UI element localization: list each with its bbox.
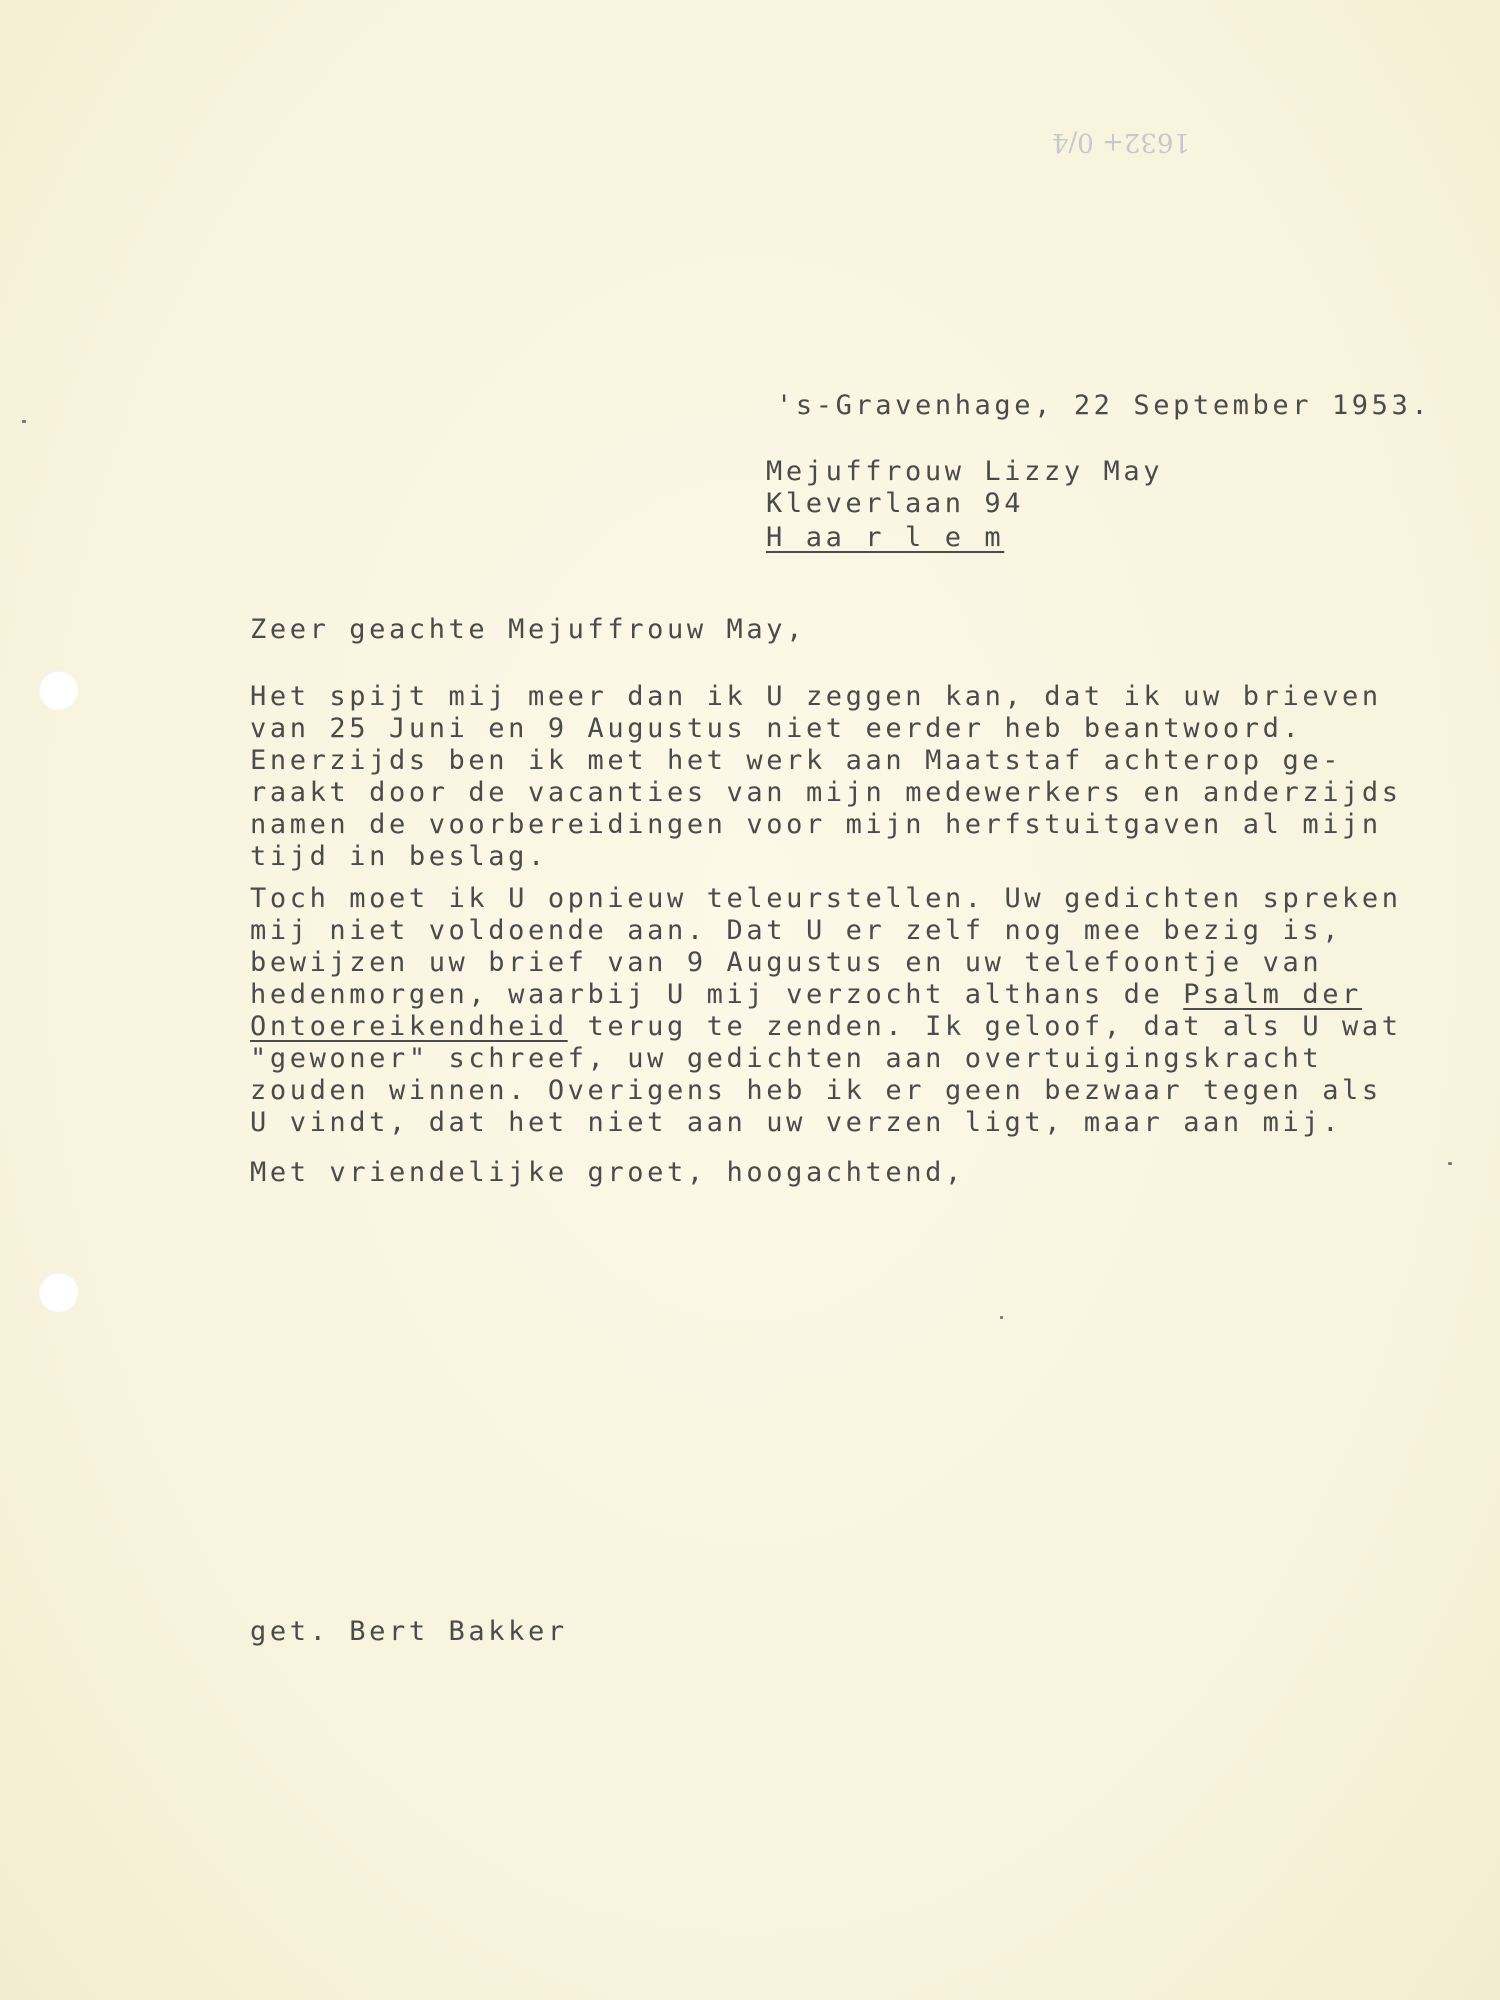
- paragraph-1-line: van 25 Juni en 9 Augustus niet eerder heb beantwoord.: [250, 713, 1303, 744]
- paragraph-1-line: namen de voorbereidingen voor mijn herfstuitgaven al mijn: [250, 809, 1382, 840]
- recipient-city: H aa r l e m: [766, 522, 1005, 553]
- paragraph-1-line: Het spijt mij meer dan ik U zeggen kan, dat ik uw brieven: [250, 681, 1382, 712]
- paragraph-1-line: Enerzijds ben ik met het werk aan Maatstaf achterop ge-: [250, 745, 1343, 776]
- salutation: Zeer geachte Mejuffrouw May,: [250, 614, 806, 645]
- paragraph-1-line: raakt door de vacanties van mijn medewerkers en anderzijds: [250, 777, 1402, 808]
- punch-hole-bottom: [38, 1272, 78, 1312]
- paper-speck: [1000, 1316, 1003, 1319]
- recipient-name: Mejuffrouw Lizzy May: [766, 456, 1164, 487]
- pencil-archive-note: [1051, 110, 1290, 180]
- paragraph-2-text: terug te zenden. Ik geloof, dat als U wat: [567, 1011, 1402, 1042]
- closing: Met vriendelijke groet, hoogachtend,: [250, 1157, 965, 1188]
- place-date: 's-Gravenhage, 22 September 1953.: [776, 390, 1432, 421]
- paragraph-2-line: [250, 1011, 1402, 1043]
- poem-title-part-1: Psalm der: [1183, 979, 1362, 1010]
- signature: get. Bert Bakker: [250, 1616, 568, 1647]
- poem-title-part-2: Ontoereikendheid: [250, 1011, 568, 1042]
- paragraph-2-line: "gewoner" schreef, uw gedichten aan overtuigingskracht: [250, 1043, 1323, 1074]
- paper-speck: [1448, 1162, 1452, 1165]
- recipient-street: Kleverlaan 94: [766, 488, 1025, 519]
- paragraph-2-line: [250, 979, 1362, 1011]
- paragraph-2-line: zouden winnen. Overigens heb ik er geen bezwaar tegen als: [250, 1075, 1382, 1106]
- paragraph-2-line: mij niet voldoende aan. Dat U er zelf nog mee bezig is,: [250, 915, 1343, 946]
- paragraph-1-line: tijd in beslag.: [250, 841, 548, 872]
- punch-hole-top: [38, 670, 78, 710]
- paper-speck: [22, 420, 26, 423]
- archive-note-text: 1632+ 0/4: [1051, 127, 1190, 157]
- paragraph-2-text: hedenmorgen, waarbij U mij verzocht althans de: [250, 979, 1184, 1010]
- paragraph-2-line: bewijzen uw brief van 9 Augustus en uw telefoontje van: [250, 947, 1323, 978]
- paragraph-2-line: U vindt, dat het niet aan uw verzen ligt, maar aan mij.: [250, 1107, 1343, 1138]
- paragraph-2-line: Toch moet ik U opnieuw teleurstellen. Uw gedichten spreken: [250, 883, 1402, 914]
